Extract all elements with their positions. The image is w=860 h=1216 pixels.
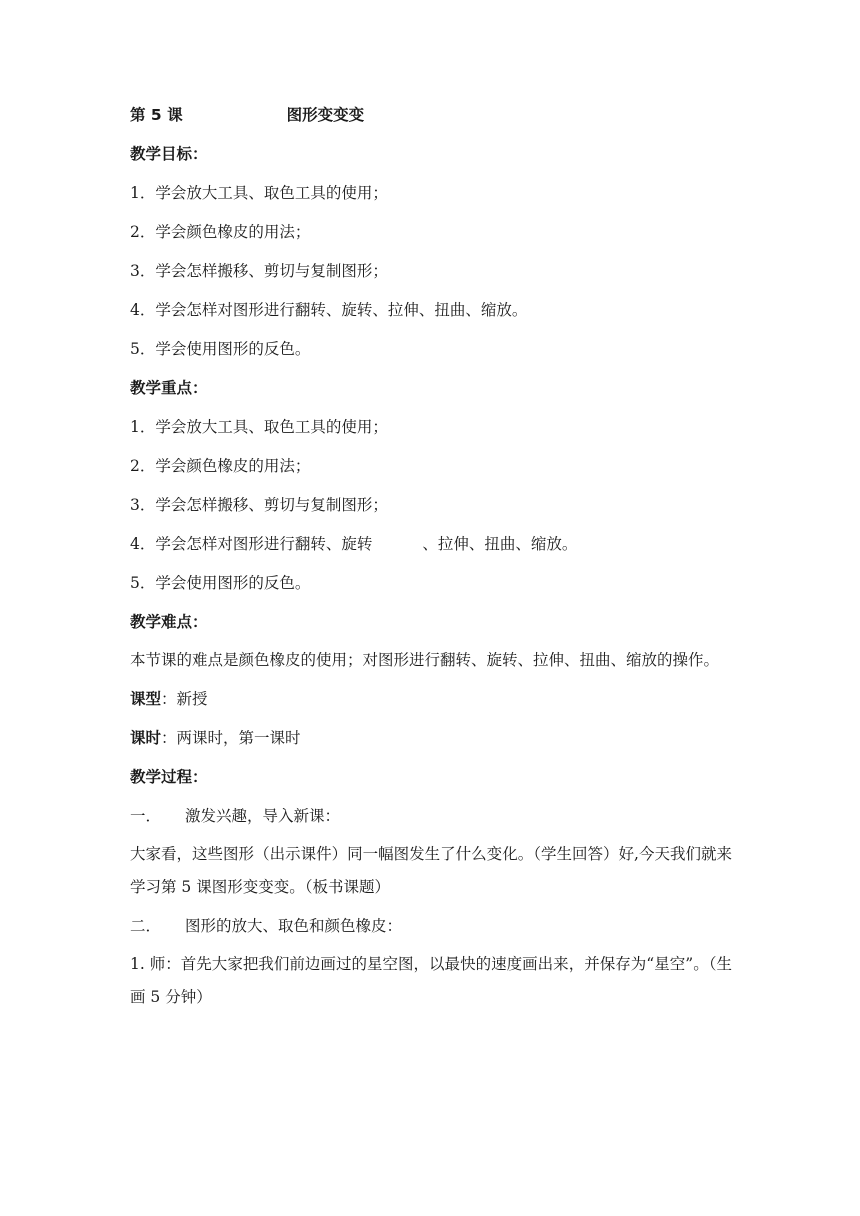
lesson-time-label: 课时: [130, 729, 162, 747]
lesson-type-label: 课型: [130, 690, 162, 708]
key-point-item-part: 4．学会怎样对图形进行翻转、旋转: [130, 535, 373, 553]
lesson-type: [130, 688, 732, 710]
objective-item: 1．学会放大工具、取色工具的使用；: [130, 184, 388, 202]
difficulties-text: 本节课的难点是颜色橡皮的使用；对图形进行翻转、旋转、拉伸、扭曲、缩放的操作。: [130, 651, 720, 669]
section-text: 1. 师：首先大家把我们前边画过的星空图，以最快的速度画出来，并保存为“星空”。（生画 5 分钟）: [130, 955, 732, 1006]
key-points-heading: 教学重点：: [130, 379, 208, 397]
section-title: 图形的放大、取色和颜色橡皮：: [185, 917, 403, 935]
key-point-item: 5．学会使用图形的反色。: [130, 574, 311, 592]
key-point-item: 2．学会颜色橡皮的用法；: [130, 457, 311, 475]
section-number: 一．: [130, 807, 162, 825]
objective-item: 4．学会怎样对图形进行翻转、旋转、拉伸、扭曲、缩放。: [130, 301, 528, 319]
process-heading: 教学过程：: [130, 768, 208, 786]
lesson-title: 图形变变变: [286, 106, 365, 124]
key-point-item: 1．学会放大工具、取色工具的使用；: [130, 418, 388, 436]
lesson-number: 第 5 课: [130, 106, 183, 124]
difficulties-heading: 教学难点：: [130, 613, 208, 631]
objective-item: 3．学会怎样搬移、剪切与复制图形；: [130, 262, 388, 280]
section-heading: [130, 915, 732, 937]
key-point-item: 3．学会怎样搬移、剪切与复制图形；: [130, 496, 388, 514]
key-point-item-part: 、拉伸、扭曲、缩放。: [422, 535, 578, 553]
section-title: 激发兴趣，导入新课：: [185, 807, 341, 825]
lesson-time: [130, 727, 732, 749]
lesson-header: [130, 104, 732, 126]
lesson-time-value: ：两课时，第一课时: [161, 729, 301, 747]
objective-item: 2．学会颜色橡皮的用法；: [130, 223, 311, 241]
section-text: 大家看，这些图形（出示课件）同一幅图发生了什么变化。（学生回答）好,今天我们就来学习第 5 课图形变变变。（板书课题）: [130, 845, 732, 896]
document-page: [130, 104, 732, 1025]
lesson-type-value: ：新授: [161, 690, 208, 708]
objective-item: 5．学会使用图形的反色。: [130, 340, 311, 358]
section-number: 二．: [130, 917, 162, 935]
key-point-item: [130, 533, 732, 555]
section-heading: [130, 805, 732, 827]
objectives-heading: 教学目标：: [130, 145, 208, 163]
